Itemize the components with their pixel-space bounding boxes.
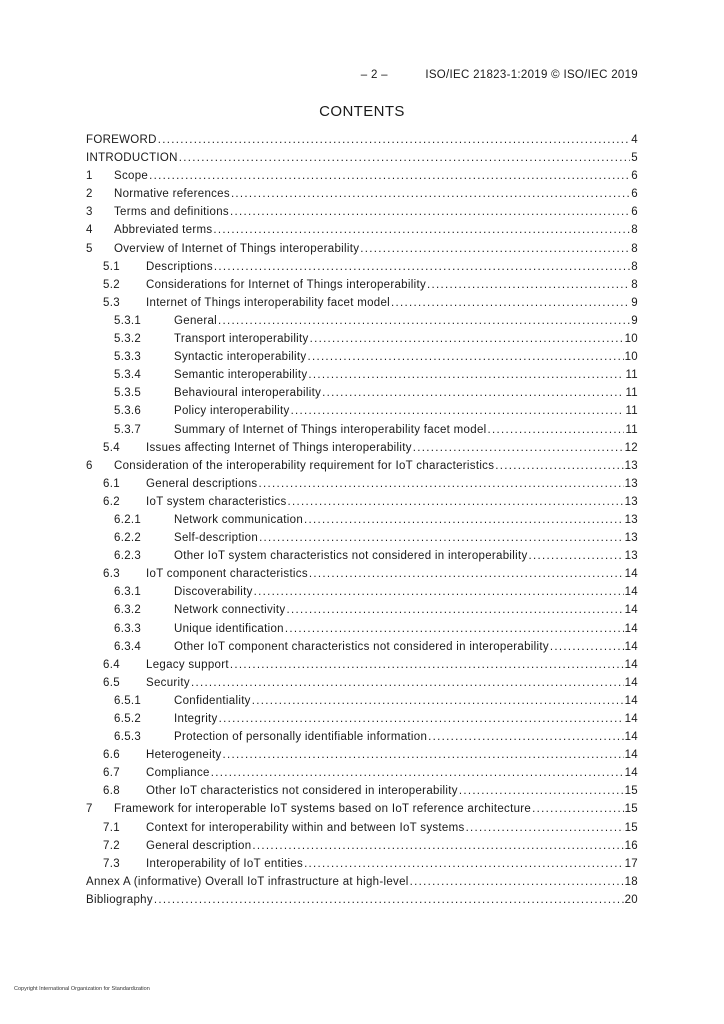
toc-entry-title: Terms and definitions bbox=[114, 206, 229, 219]
dot-leader bbox=[286, 601, 623, 619]
toc-entry-number: 6.2.1 bbox=[114, 513, 142, 526]
toc-entry-title: Scope bbox=[114, 170, 149, 183]
toc-entry-title: Other IoT component characteristics not considered in interoperability bbox=[174, 640, 549, 653]
dot-leader bbox=[529, 547, 624, 565]
dot-leader bbox=[223, 746, 624, 764]
toc-entry[interactable] bbox=[86, 402, 638, 420]
toc-entry-page: 14 bbox=[624, 568, 638, 581]
dot-leader bbox=[488, 421, 625, 439]
toc-entry-title: Syntactic interoperability bbox=[174, 351, 307, 364]
dot-leader bbox=[466, 819, 624, 837]
table-of-contents bbox=[86, 131, 638, 909]
toc-entry[interactable] bbox=[86, 221, 638, 239]
toc-entry-page: 15 bbox=[624, 785, 638, 798]
dot-leader bbox=[307, 348, 623, 366]
toc-entry-title: Summary of Internet of Things interoperability facet model bbox=[174, 423, 487, 436]
toc-entry[interactable] bbox=[86, 167, 638, 185]
toc-entry-title: Discoverability bbox=[174, 586, 253, 599]
toc-entry[interactable] bbox=[86, 475, 638, 493]
toc-entry-number: 6.2 bbox=[103, 495, 120, 508]
toc-entry[interactable] bbox=[86, 674, 638, 692]
toc-entry-number: 6.5.2 bbox=[114, 713, 142, 725]
toc-entry-title: General bbox=[174, 314, 218, 327]
dot-leader bbox=[550, 638, 624, 656]
toc-entry[interactable] bbox=[86, 620, 638, 638]
dot-leader bbox=[288, 493, 624, 511]
toc-entry[interactable] bbox=[86, 547, 638, 565]
toc-entry-title: Abbreviated terms bbox=[114, 224, 213, 237]
toc-entry-number: 5.3.6 bbox=[114, 405, 142, 418]
toc-entry-page: 4 bbox=[631, 134, 638, 146]
toc-entry[interactable] bbox=[86, 601, 638, 619]
toc-entry-title: Consideration of the interoperability requirement for IoT characteristics bbox=[114, 459, 495, 472]
dot-leader bbox=[532, 800, 624, 818]
copyright-footer: Copyright International Organization for Standardization bbox=[14, 986, 150, 992]
toc-entry-title: Descriptions bbox=[146, 260, 213, 273]
dot-leader bbox=[308, 366, 624, 384]
toc-entry-title: INTRODUCTION bbox=[86, 152, 178, 165]
toc-entry-page: 13 bbox=[624, 513, 638, 526]
dot-leader bbox=[230, 203, 630, 221]
toc-entry-page: 14 bbox=[624, 767, 638, 780]
dot-leader bbox=[230, 656, 624, 674]
dot-leader bbox=[310, 330, 624, 348]
dot-leader bbox=[254, 583, 624, 601]
toc-entry-page: 13 bbox=[624, 495, 638, 508]
toc-entry-page: 14 bbox=[624, 694, 638, 707]
dot-leader bbox=[158, 131, 631, 149]
dot-leader bbox=[191, 674, 624, 692]
toc-entry-number: 4 bbox=[86, 224, 93, 237]
dot-leader bbox=[285, 620, 624, 638]
dot-leader bbox=[149, 167, 630, 185]
dot-leader bbox=[219, 710, 624, 728]
toc-entry-page: 5 bbox=[631, 152, 638, 165]
toc-entry-title: Normative references bbox=[114, 188, 230, 201]
dot-leader bbox=[309, 565, 624, 583]
toc-entry[interactable] bbox=[86, 656, 638, 674]
toc-entry-number: 5 bbox=[86, 242, 93, 255]
toc-entry-number: 5.3 bbox=[103, 296, 120, 309]
toc-entry[interactable] bbox=[86, 493, 638, 511]
toc-entry-page: 8 bbox=[631, 224, 638, 237]
toc-entry-title: Issues affecting Internet of Things interoperability bbox=[146, 441, 412, 454]
toc-entry-title: Confidentiality bbox=[174, 694, 251, 707]
toc-entry-number: 6.5.3 bbox=[114, 731, 142, 744]
toc-entry[interactable] bbox=[86, 294, 638, 312]
toc-entry[interactable] bbox=[86, 873, 638, 891]
toc-entry-title: Integrity bbox=[174, 713, 218, 725]
toc-entry-page: 11 bbox=[625, 387, 638, 400]
dot-leader bbox=[259, 529, 624, 547]
toc-entry-number: 3 bbox=[86, 206, 93, 219]
toc-entry[interactable] bbox=[86, 529, 638, 547]
toc-entry-title: Framework for interoperable IoT systems based on IoT reference architecture bbox=[114, 803, 532, 816]
toc-entry-page: 13 bbox=[624, 477, 638, 490]
dot-leader bbox=[214, 258, 630, 276]
toc-entry-number: 6.3.2 bbox=[114, 604, 142, 617]
dot-leader bbox=[154, 891, 624, 909]
toc-entry-page: 17 bbox=[624, 857, 638, 870]
toc-entry[interactable] bbox=[86, 384, 638, 402]
dot-leader bbox=[322, 384, 624, 402]
toc-entry-page: 13 bbox=[624, 459, 638, 472]
toc-entry-number: 5.4 bbox=[103, 441, 120, 454]
toc-entry-page: 9 bbox=[631, 296, 638, 309]
toc-entry-page: 8 bbox=[631, 242, 638, 255]
toc-entry[interactable] bbox=[86, 855, 638, 873]
toc-entry-number: 5.3.7 bbox=[114, 423, 142, 436]
dot-leader bbox=[213, 221, 630, 239]
toc-entry-number: 6.3 bbox=[103, 568, 120, 581]
toc-entry-number: 6.3.3 bbox=[114, 622, 142, 635]
toc-entry-number: 5.3.2 bbox=[114, 333, 142, 346]
toc-entry-number: 6.7 bbox=[103, 767, 120, 780]
toc-entry-title: FOREWORD bbox=[86, 134, 157, 146]
toc-entry-number: 6 bbox=[86, 459, 93, 472]
dot-leader bbox=[218, 312, 630, 330]
dot-leader bbox=[304, 855, 624, 873]
toc-entry-title: General descriptions bbox=[146, 477, 258, 490]
toc-entry-title: Network communication bbox=[174, 513, 304, 526]
toc-entry-number: 7.1 bbox=[103, 821, 120, 834]
contents-title: CONTENTS bbox=[319, 103, 405, 120]
toc-entry[interactable] bbox=[86, 366, 638, 384]
toc-entry-title: Protection of personally identifiable information bbox=[174, 731, 428, 744]
toc-entry-title: Bibliography bbox=[86, 893, 153, 906]
toc-entry-number: 7.2 bbox=[103, 839, 120, 852]
toc-entry-number: 6.1 bbox=[103, 477, 120, 490]
toc-entry-page: 8 bbox=[631, 278, 638, 291]
toc-entry[interactable] bbox=[86, 583, 638, 601]
toc-entry[interactable] bbox=[86, 782, 638, 800]
toc-entry-title: Security bbox=[146, 676, 190, 689]
toc-entry[interactable] bbox=[86, 638, 638, 656]
toc-entry[interactable] bbox=[86, 149, 638, 167]
toc-entry[interactable] bbox=[86, 728, 638, 746]
toc-entry-page: 13 bbox=[624, 532, 638, 545]
toc-entry[interactable] bbox=[86, 348, 638, 366]
toc-entry-page: 9 bbox=[631, 314, 638, 327]
toc-entry-page: 10 bbox=[624, 351, 638, 364]
toc-entry[interactable] bbox=[86, 185, 638, 203]
toc-entry[interactable] bbox=[86, 312, 638, 330]
toc-entry-number: 5.1 bbox=[103, 260, 120, 273]
toc-entry-number: 6.8 bbox=[103, 785, 120, 798]
toc-entry-number: 7 bbox=[86, 803, 93, 816]
dot-leader bbox=[231, 185, 630, 203]
toc-entry-page: 16 bbox=[624, 839, 638, 852]
toc-entry[interactable] bbox=[86, 565, 638, 583]
toc-entry-number: 6.6 bbox=[103, 749, 120, 762]
toc-entry-page: 14 bbox=[624, 622, 638, 635]
toc-entry-title: Internet of Things interoperability facet model bbox=[146, 296, 391, 309]
toc-entry[interactable] bbox=[86, 819, 638, 837]
toc-entry[interactable] bbox=[86, 421, 638, 439]
toc-entry-number: 6.5 bbox=[103, 676, 120, 689]
toc-entry-number: 6.2.3 bbox=[114, 550, 142, 563]
toc-entry-title: Semantic interoperability bbox=[174, 369, 308, 382]
toc-entry-title: Legacy support bbox=[146, 658, 229, 671]
toc-entry[interactable] bbox=[86, 837, 638, 855]
toc-entry-page: 6 bbox=[631, 170, 638, 183]
toc-entry-page: 14 bbox=[624, 713, 638, 725]
toc-entry-title: Interoperability of IoT entities bbox=[146, 857, 304, 870]
toc-entry[interactable] bbox=[86, 511, 638, 529]
toc-entry[interactable] bbox=[86, 276, 638, 294]
toc-entry-number: 5.2 bbox=[103, 278, 120, 291]
toc-entry-page: 11 bbox=[625, 405, 638, 418]
toc-entry-number: 5.3.3 bbox=[114, 351, 142, 364]
dot-leader bbox=[459, 782, 624, 800]
toc-entry-page: 18 bbox=[624, 875, 638, 888]
toc-entry-number: 7.3 bbox=[103, 857, 120, 870]
dot-leader bbox=[252, 692, 624, 710]
toc-entry-number: 6.4 bbox=[103, 658, 120, 671]
document-id: ISO/IEC 21823-1:2019 © ISO/IEC 2019 bbox=[425, 69, 638, 81]
toc-entry-title: Network connectivity bbox=[174, 604, 286, 617]
toc-entry[interactable] bbox=[86, 131, 638, 149]
dot-leader bbox=[391, 294, 630, 312]
toc-entry-page: 15 bbox=[624, 803, 638, 816]
dot-leader bbox=[413, 439, 624, 457]
toc-entry-page: 11 bbox=[625, 369, 638, 382]
toc-entry-page: 10 bbox=[624, 333, 638, 346]
toc-entry-page: 14 bbox=[624, 586, 638, 599]
dot-leader bbox=[258, 475, 623, 493]
toc-entry-number: 5.3.5 bbox=[114, 387, 142, 400]
toc-entry-page: 14 bbox=[624, 731, 638, 744]
toc-entry-number: 2 bbox=[86, 188, 93, 201]
dot-leader bbox=[304, 511, 624, 529]
toc-entry[interactable] bbox=[86, 203, 638, 221]
toc-entry-page: 14 bbox=[624, 640, 638, 653]
toc-entry-page: 12 bbox=[624, 441, 638, 454]
dot-leader bbox=[410, 873, 624, 891]
toc-entry-title: Unique identification bbox=[174, 622, 284, 635]
toc-entry-title: IoT system characteristics bbox=[146, 495, 287, 508]
toc-entry-number: 5.3.4 bbox=[114, 369, 142, 382]
toc-entry-page: 14 bbox=[624, 658, 638, 671]
toc-entry-title: General description bbox=[146, 839, 252, 852]
toc-entry-title: Compliance bbox=[146, 767, 210, 780]
toc-entry-title: Annex A (informative) Overall IoT infrastructure at high-level bbox=[86, 875, 409, 888]
toc-entry-page: 14 bbox=[624, 676, 638, 689]
page-header bbox=[361, 69, 638, 81]
toc-entry-title: Heterogeneity bbox=[146, 749, 222, 762]
toc-entry[interactable] bbox=[86, 240, 638, 258]
toc-entry[interactable] bbox=[86, 800, 638, 818]
dot-leader bbox=[179, 149, 631, 167]
toc-entry[interactable] bbox=[86, 330, 638, 348]
toc-entry-title: Other IoT system characteristics not considered in interoperability bbox=[174, 550, 528, 563]
toc-entry-title: Policy interoperability bbox=[174, 405, 290, 418]
toc-entry-page: 8 bbox=[631, 260, 638, 273]
toc-entry[interactable] bbox=[86, 891, 638, 909]
toc-entry-title: IoT component characteristics bbox=[146, 568, 308, 581]
toc-entry-number: 6.3.1 bbox=[114, 586, 142, 599]
dot-leader bbox=[495, 457, 623, 475]
toc-entry[interactable] bbox=[86, 439, 638, 457]
toc-entry-title: Behavioural interoperability bbox=[174, 387, 322, 400]
toc-entry-title: Considerations for Internet of Things interoperability bbox=[146, 278, 426, 291]
toc-entry[interactable] bbox=[86, 692, 638, 710]
toc-entry-page: 14 bbox=[624, 749, 638, 762]
dot-leader bbox=[428, 728, 623, 746]
page-number: – 2 – bbox=[360, 69, 388, 81]
toc-entry-title: Context for interoperability within and between IoT systems bbox=[146, 821, 465, 834]
toc-entry-number: 6.2.2 bbox=[114, 532, 142, 545]
dot-leader bbox=[360, 240, 630, 258]
dot-leader bbox=[291, 402, 625, 420]
toc-entry-title: Transport interoperability bbox=[174, 333, 309, 346]
toc-entry-number: 6.3.4 bbox=[114, 640, 142, 653]
toc-entry[interactable] bbox=[86, 764, 638, 782]
toc-entry-title: Overview of Internet of Things interoperability bbox=[114, 242, 360, 255]
toc-entry-page: 15 bbox=[624, 821, 638, 834]
toc-entry-page: 13 bbox=[624, 550, 638, 563]
toc-entry[interactable] bbox=[86, 457, 638, 475]
toc-entry-title: Other IoT characteristics not considered in interoperability bbox=[146, 785, 458, 798]
toc-entry-number: 5.3.1 bbox=[114, 314, 142, 327]
toc-entry-page: 14 bbox=[624, 604, 638, 617]
toc-entry-title: Self-description bbox=[174, 532, 259, 545]
toc-entry-page: 11 bbox=[625, 423, 638, 436]
toc-entry-number: 6.5.1 bbox=[114, 694, 142, 707]
dot-leader bbox=[211, 764, 624, 782]
toc-entry[interactable] bbox=[86, 746, 638, 764]
toc-entry-page: 6 bbox=[631, 206, 638, 219]
toc-entry[interactable] bbox=[86, 710, 638, 728]
dot-leader bbox=[427, 276, 630, 294]
toc-entry-number: 1 bbox=[86, 170, 93, 183]
dot-leader bbox=[252, 837, 623, 855]
toc-entry[interactable] bbox=[86, 258, 638, 276]
toc-entry-page: 6 bbox=[631, 188, 638, 201]
toc-entry-page: 20 bbox=[624, 893, 638, 906]
